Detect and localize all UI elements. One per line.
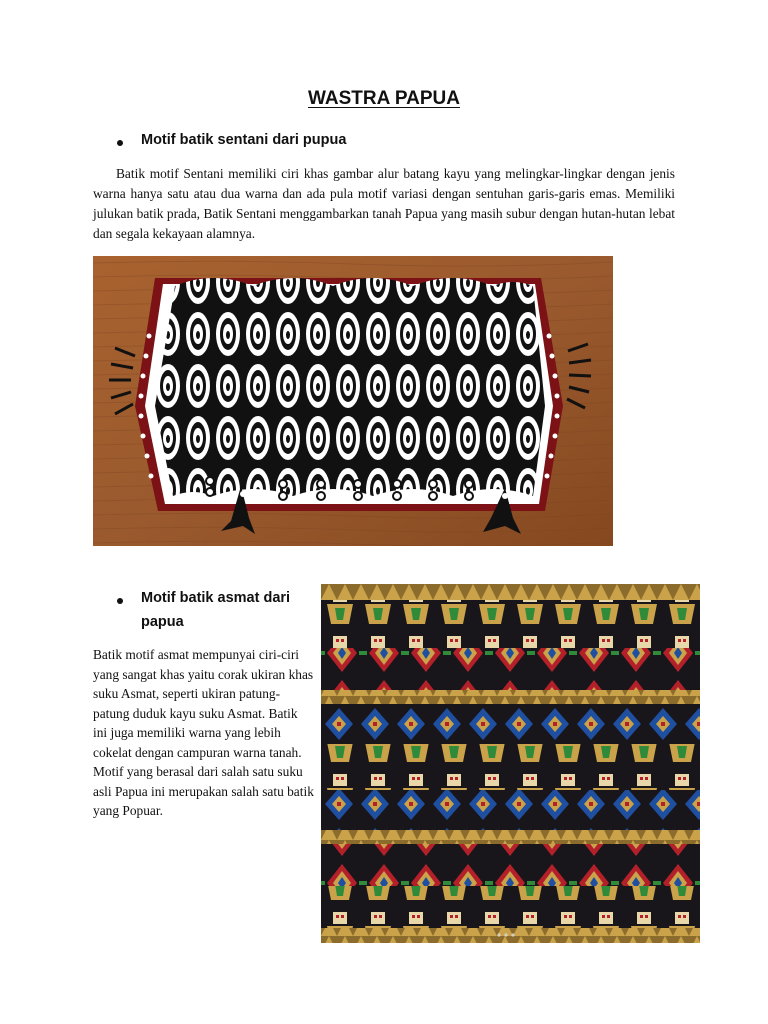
section1-heading bbox=[117, 133, 346, 152]
section1-paragraph: Batik motif Sentani memiliki ciri khas gambar alur batang kayu yang melingkar-lingkar dengan jenis warna hanya satu atau dua warna dan ada pula motif variasi dengan sentuhan garis-garis emas. Memiliki julukan batik prada, Batik Sentani menggambarkan tanah Papua yang masih subur dengan hutan-hutan lebat dan segala kekayaan alamnya. bbox=[93, 166, 675, 241]
section2-heading-line1: Motif batik asmat dari bbox=[141, 590, 291, 606]
section2-heading bbox=[117, 591, 290, 634]
bullet-icon bbox=[117, 598, 123, 604]
document-title bbox=[0, 88, 768, 110]
section2-heading-line2: papua bbox=[141, 614, 184, 630]
section2-paragraph: Batik motif asmat mempunyai ciri-ciri yang sangat khas yaitu corak ukiran khas suku Asmat, seperti ukiran patung-patung duduk kayu suku Asmat. Batik ini juga memiliki warna yang lebih cokelat dengan campuran warna tanah. Motif yang berasal dari salah satu suku asli Papua ini merupakan salah satu batik yang Popuar. bbox=[93, 647, 314, 818]
section1-heading-text: Motif batik sentani dari pupua bbox=[141, 132, 347, 148]
asmat-batik-textile-image bbox=[321, 584, 700, 943]
asmat-batik-image bbox=[321, 584, 700, 943]
sentani-batik-painting-image bbox=[93, 256, 613, 546]
sentani-batik-image bbox=[93, 256, 613, 546]
document-title-text: WASTRA PAPUA bbox=[308, 88, 460, 109]
bullet-icon bbox=[117, 140, 123, 146]
section2-heading-text bbox=[141, 586, 290, 634]
